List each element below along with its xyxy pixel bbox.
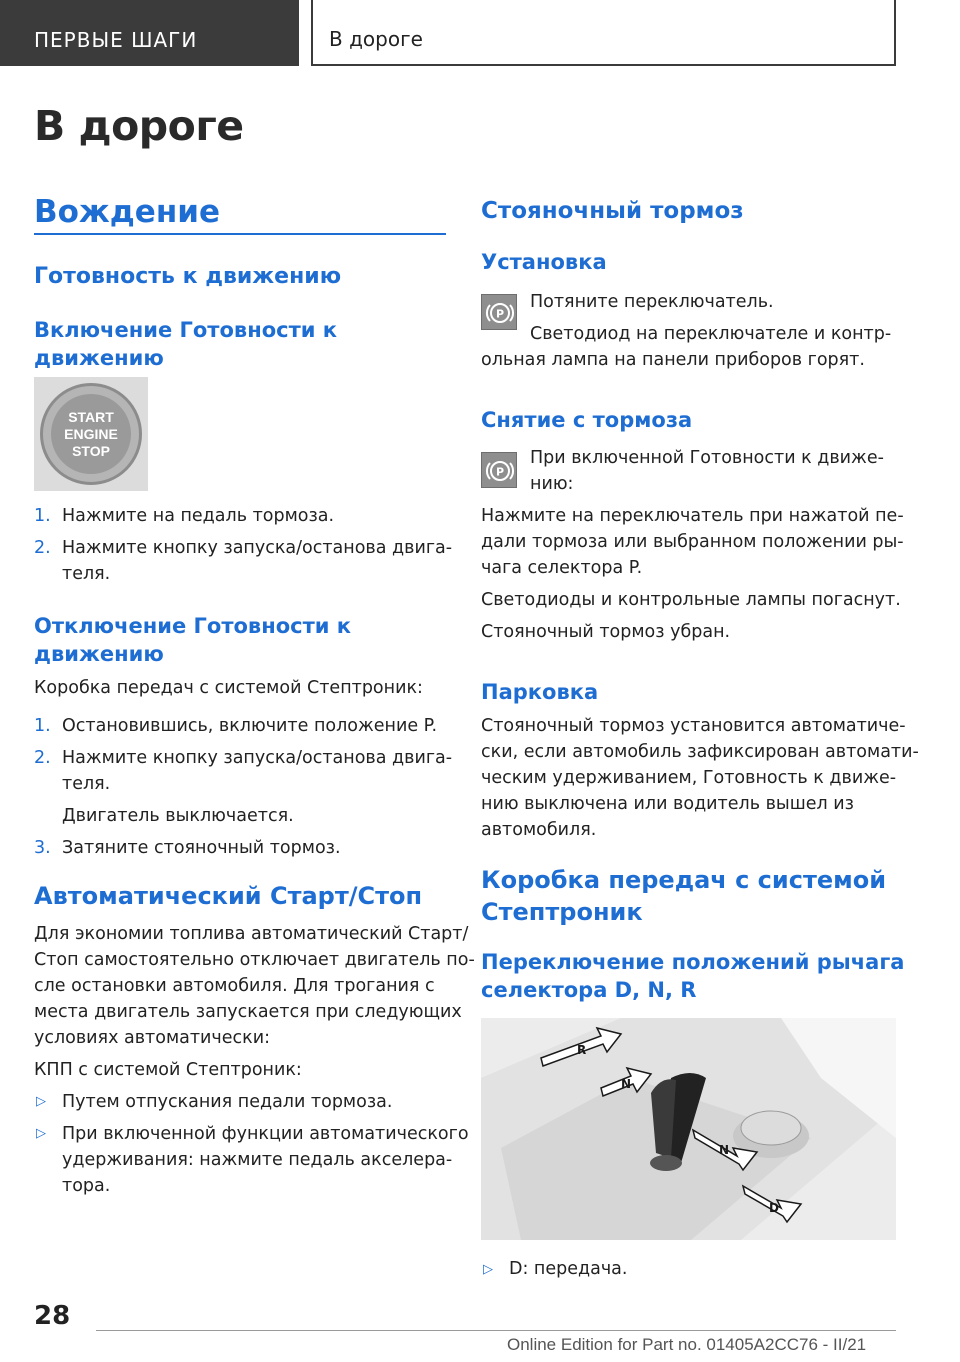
step-text: Нажмите кнопку запуска/останова двига- [62,538,453,558]
parking-brake-icon [481,452,517,488]
bullet-triangle-icon: ▷ [36,1094,46,1109]
disable-title-line: движению [34,642,164,666]
bullet-text: удерживания: нажмите педаль акселера- [62,1150,453,1170]
parking-para-line: нию выключена или водитель вышел из [481,794,854,814]
bullet-triangle-icon: ▷ [483,1262,493,1277]
apply-line: Потяните переключатель. [530,292,774,312]
start-stop-ring [40,383,142,485]
apply-line: ольная лампа на панели приборов горят. [481,350,865,370]
release-line: При включенной Готовности к движе- [530,448,884,468]
selector-label-n: N [621,1077,632,1091]
footer-divider [96,1330,896,1331]
parking-para-line: ски, если автомобиль зафиксирован автомати- [481,742,919,762]
autostart-para-line: сле остановки автомобиля. Для трогания с [34,976,435,996]
release-para-line: Нажмите на переключатель при нажатой пе- [481,506,904,526]
step-note: Двигатель выключается. [62,806,294,826]
enable-title [34,316,337,372]
step-number: 2. [34,538,51,558]
start-stop-label: START [68,408,114,425]
bullet-text: тора. [62,1176,111,1196]
bullet-text: При включенной функции автоматического [62,1124,469,1144]
selector-bullet: D: передача. [509,1259,628,1279]
start-stop-label: STOP [72,442,110,459]
selector-label-d: D [769,1201,779,1215]
autostart-intro: КПП с системой Стептроник: [34,1060,302,1080]
selector-title-line: селектора D, N, R [481,978,697,1002]
step-number: 3. [34,838,51,858]
autostart-para-line: Стоп самостоятельно отключает двигатель по- [34,950,475,970]
autostart-para-line: места двигатель запускается при следующих [34,1002,462,1022]
apply-title: Установка [481,250,607,274]
step-text: Остановившись, включите положение P. [62,716,438,736]
parking-title: Парковка [481,680,599,704]
steptronic-title-line: Коробка передач с системой [481,866,887,894]
release-para-line: чага селектора P. [481,558,643,578]
steptronic-title [481,864,886,928]
svg-text:P: P [495,307,505,321]
footer-edition: Online Edition for Part no. 01405A2CC76 - II/21 [507,1335,867,1354]
apply-line: Светодиод на переключателе и контр- [530,324,892,344]
selector-title [481,948,904,1004]
autostart-title: Автоматический Старт/Стоп [34,882,423,910]
gear-selector-image [481,1018,896,1240]
selector-title-line: Переключение положений рычага [481,950,905,974]
section-title-driving: Вождение [34,194,220,230]
step-text: Нажмите кнопку запуска/останова двига- [62,748,453,768]
disable-intro: Коробка передач с системой Стептроник: [34,678,423,698]
step-text: теля. [62,564,111,584]
step-number: 1. [34,716,51,736]
disable-title [34,612,351,668]
selector-label-n: N [719,1143,730,1157]
autostart-para-line: Для экономии топлива автоматический Старт/ [34,924,469,944]
page-title: В дороге [34,102,244,150]
parking-brake-title: Стояночный тормоз [481,198,744,224]
section-divider [34,233,446,235]
step-text: теля. [62,774,111,794]
step-text: Затяните стояночный тормоз. [62,838,341,858]
chapter-tab: В дороге [311,0,896,66]
bullet-text: Путем отпускания педали тормоза. [62,1092,393,1112]
release-line: нию: [530,474,574,494]
step-number: 1. [34,506,51,526]
parking-brake-icon [481,294,517,330]
enable-title-line: движению [34,346,164,370]
autostart-para-line: условиях автоматически: [34,1028,271,1048]
release-leds: Светодиоды и контрольные лампы погаснут. [481,590,901,610]
step-number: 2. [34,748,51,768]
page-number: 28 [34,1301,71,1331]
step-text: Нажмите на педаль тормоза. [62,506,335,526]
enable-title-line: Включение Готовности к [34,318,338,342]
disable-title-line: Отключение Готовности к [34,614,352,638]
release-title: Снятие с тормоза [481,408,693,432]
parking-para-line: Стояночный тормоз установится автоматиче- [481,716,906,736]
bullet-triangle-icon: ▷ [36,1126,46,1141]
parking-para-line: ческим удерживанием, Готовность к движе- [481,768,897,788]
start-stop-button-image [34,377,148,491]
release-done: Стояночный тормоз убран. [481,622,731,642]
start-stop-label: ENGINE [64,425,118,442]
steptronic-title-line: Стептроник [481,898,643,926]
section-tab: ПЕРВЫЕ ШАГИ [0,0,299,66]
start-stop-face [51,394,131,474]
readiness-title: Готовность к движению [34,264,342,289]
parking-para-line: автомобиля. [481,820,597,840]
svg-text:P: P [495,465,505,479]
release-para-line: дали тормоза или выбранном положении ры- [481,532,904,552]
selector-label-r: R [577,1043,587,1057]
